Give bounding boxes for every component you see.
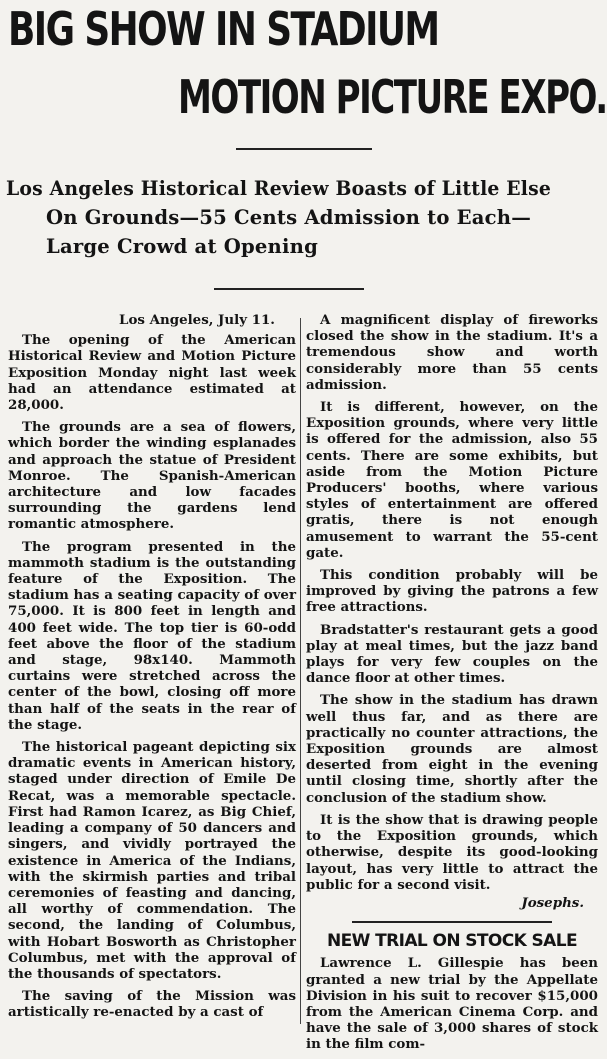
dateline: Los Angeles, July 11.: [119, 312, 275, 328]
column-divider: [300, 318, 301, 1024]
article-paragraph: The grounds are a sea of flowers, which border the winding esplanades and approach the statue of President Monroe. The Spanish-American architecture and low facades surrounding the gardens lend romantic atmosphere.: [8, 419, 296, 533]
article-paragraph: The opening of the American Historical Review and Motion Picture Exposition Monday night last week had an attendance estimated at 28,000.: [8, 332, 296, 414]
article-paragraph: It is the show that is drawing people to the Exposition grounds, which otherwise, despite its good-looking layout, has very little to attract the public for a second visit.: [306, 811, 598, 893]
article-paragraph: Bradstatter's restaurant gets a good play at meal times, but the jazz band plays for very few couples on the dance floor at other times.: [306, 621, 598, 687]
left-column: [8, 312, 296, 1027]
second-article-headline: NEW TRIAL ON STOCK SALE: [327, 931, 577, 952]
article-paragraph: It is different, however, on the Exposition grounds, where very little is offered for the admission, also 55 cents. There are some exhibits, but aside from the Motion Picture Producers' booths, where various styles of entertainment are offered gratis, there is not enough amusement to warrant the 55-cent gate.: [306, 399, 598, 561]
deck-line-2: On Grounds—55 Cents Admission to Each—: [46, 205, 532, 229]
deck-rule: [214, 288, 364, 290]
right-column: [306, 312, 598, 1059]
article-paragraph: A magnificent display of fireworks closed the show in the stadium. It's a tremendous show and worth considerably more than 55 cents admission.: [306, 312, 598, 393]
article-paragraph: This condition probably will be improved by giving the patrons a few free attractions.: [306, 567, 598, 616]
headline-line-1: BIG SHOW IN STADIUM: [8, 2, 439, 56]
headline-line-2: MOTION PICTURE EXPO.: [178, 70, 607, 124]
article-separator-rule: [352, 921, 552, 923]
article-paragraph: The program presented in the mammoth stadium is the outstanding feature of the Exposition. The stadium has a seating capacity of over 75,000. It is 800 feet in length and 400 feet wide. The top tier is 60-odd feet above the floor of the stadium and stage, 98x140. Mammoth curtains were stretched across the center of the bowl, closing off more than half of the seats in the rear of the stage.: [8, 538, 296, 733]
second-article-paragraph: Lawrence L. Gillespie has been granted a new trial by the Appellate Division in his suit to recover $15,000 from the American Cinema Corp. and have the sale of 3,000 shares of stock in the film com-: [306, 955, 598, 1053]
headline-rule: [236, 148, 372, 150]
deck-line-3: Large Crowd at Opening: [46, 234, 318, 258]
article-paragraph: The saving of the Mission was artistically re-enacted by a cast of: [8, 988, 296, 1021]
article-paragraph: The show in the stadium has drawn well thus far, and as there are practically no counter attractions, the Exposition grounds are almost deserted from eight in the evening until closing time, shortly after the conclusion of the stadium show.: [306, 692, 598, 806]
deck-line-1: Los Angeles Historical Review Boasts of Little Else: [6, 176, 552, 200]
article-paragraph: The historical pageant depicting six dramatic events in American history, staged under direction of Emile De Recat, was a memorable spectacle. First had Ramon Icarez, as Big Chief, leading a company of 50 dancers and singers, and vividly portrayed the existence in America of the Indians, with the skirmish parties and tribal ceremonies of feasting and dancing, all worthy of commendation. The second, the landing of Columbus, with Hobart Bosworth as Christopher Columbus, met with the approval of the thousands of spectators.: [8, 739, 296, 982]
byline-signature: Josephs.: [521, 894, 584, 911]
